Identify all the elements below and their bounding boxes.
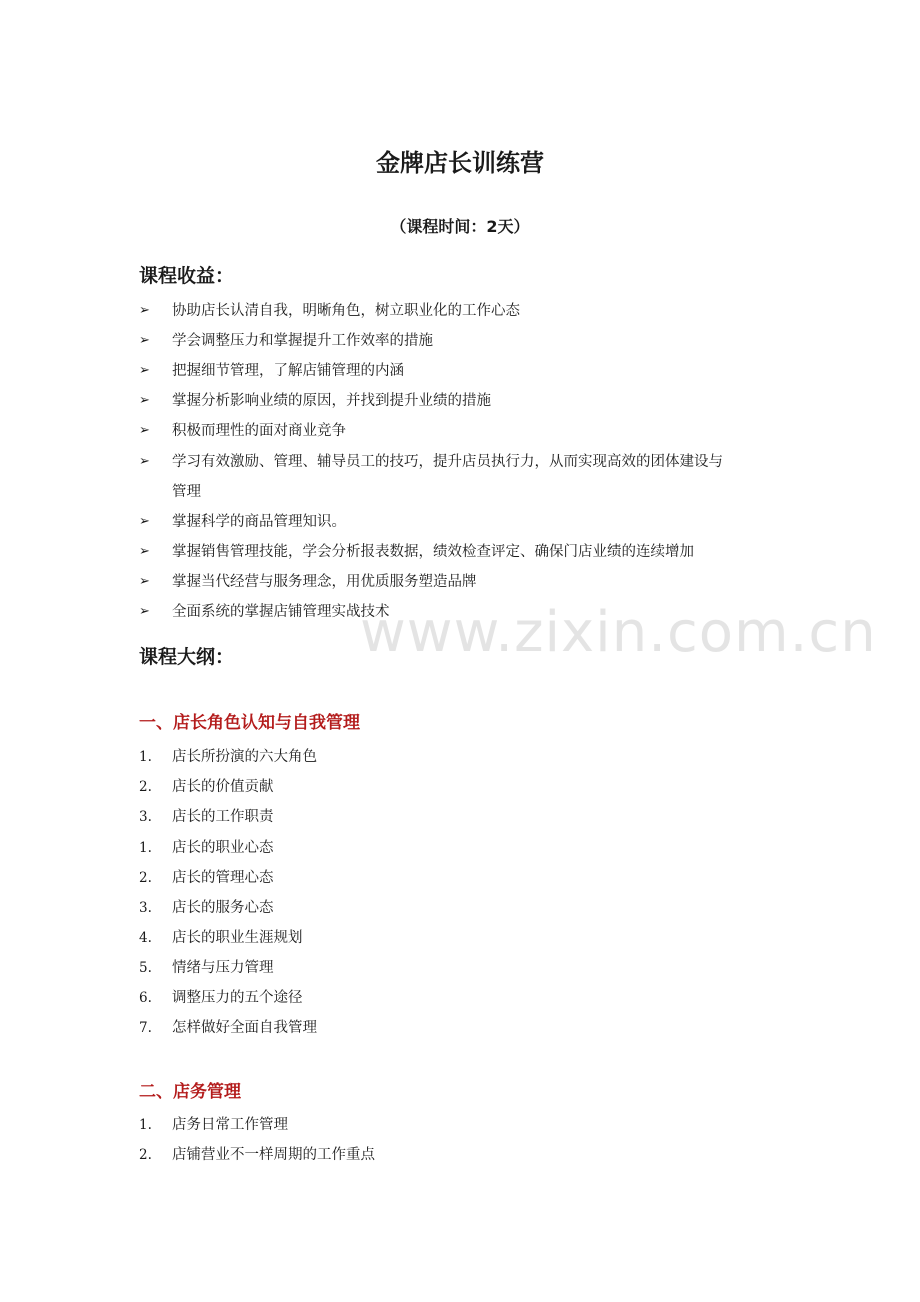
bullet-arrow-icon: ➢ [139,303,150,318]
section-title: 一、店长角色认知与自我管理 [139,713,360,733]
bullet-arrow-icon: ➢ [139,363,150,378]
bullet-arrow-icon: ➢ [139,514,150,529]
bullet-arrow-icon: ➢ [139,393,150,408]
bullet-arrow-icon: ➢ [139,333,150,348]
benefits-heading: 课程收益： [139,265,235,287]
watermark: www.zixin.com.cn [360,600,877,665]
bullet-arrow-icon: ➢ [139,544,150,559]
bullet-arrow-icon: ➢ [139,454,150,469]
list-item-continuation: 管理 [172,484,201,500]
bullet-arrow-icon: ➢ [139,604,150,619]
bullet-arrow-icon: ➢ [139,574,150,589]
document-title: 金牌店长训练营 [376,149,544,177]
bullet-arrow-icon: ➢ [139,423,150,438]
outline-heading: 课程大纲： [139,646,235,668]
course-duration: （课程时间：2天） [390,217,530,236]
section-title: 二、店务管理 [139,1082,241,1102]
